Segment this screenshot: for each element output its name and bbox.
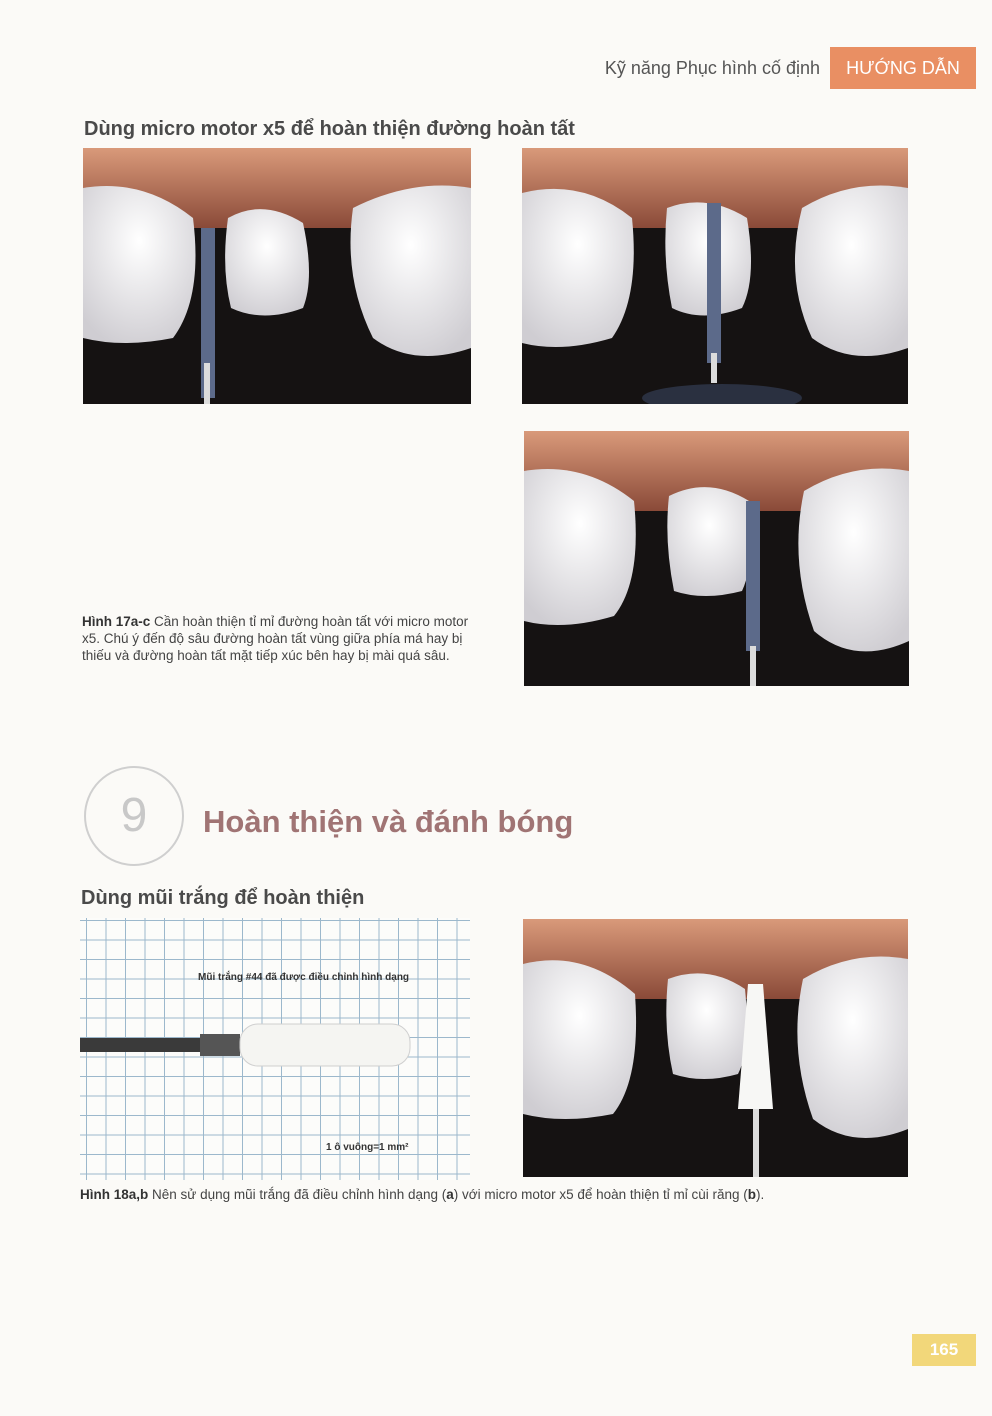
photo-17a: [83, 148, 471, 404]
caption-label-17: Hình 17a-c: [82, 614, 151, 629]
figure-18-caption: [80, 1186, 912, 1203]
caption-part3-18: ).: [755, 1187, 765, 1202]
photo-17c: [524, 431, 909, 686]
caption-part1-18: Nên sử dụng mũi trắng đã điều chỉnh hình dạng (: [148, 1187, 447, 1202]
caption-ref-a: a: [446, 1187, 454, 1202]
section-badge: HƯỚNG DẪN: [830, 47, 976, 89]
page-number: 165: [912, 1334, 976, 1366]
photo-17b: [522, 148, 908, 404]
scale-label: 1 ô vuông=1 mm²: [326, 1142, 409, 1153]
section-number-circle: 9: [84, 766, 184, 866]
figure-18a-grid: [80, 918, 470, 1180]
section-heading-white-bur: Dùng mũi trắng để hoàn thiện: [81, 887, 365, 909]
white-bur-image: [80, 1018, 420, 1078]
bur-label: Mũi trắng #44 đã được điều chỉnh hình dạng: [198, 972, 410, 983]
photo-18b: [523, 919, 908, 1177]
caption-ref-b: b: [747, 1187, 756, 1202]
section-heading-micro-motor: Dùng micro motor x5 để hoàn thiện đường hoàn tất: [84, 118, 575, 140]
caption-part2-18: ) với micro motor x5 để hoàn thiện tỉ mỉ cùi răng (: [453, 1187, 748, 1202]
caption-label-18: Hình 18a,b: [80, 1187, 149, 1202]
header-title: Kỹ năng Phục hình cố định: [604, 58, 820, 78]
caption-text-17: Cần hoàn thiện tỉ mỉ đường hoàn tất với micro motor x5. Chú ý đến độ sâu đường hoàn tất vùng giữa phía má hay bị thiếu và đường hoàn tất mặt tiếp xúc bên hay bị mài quá sâu.: [82, 614, 469, 663]
figure-17-caption: [82, 613, 482, 664]
section-title: Hoàn thiện và đánh bóng: [203, 804, 574, 839]
